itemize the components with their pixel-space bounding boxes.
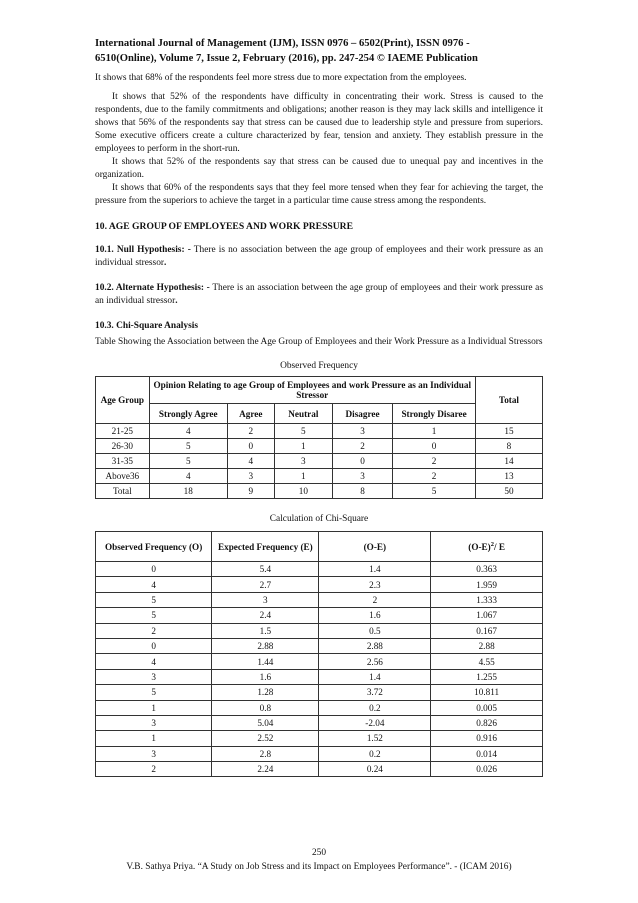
table-cell: 2 [393,469,476,484]
total-header: Total [475,377,542,424]
paragraph-4: It shows that 60% of the respondents says that they feel more tensed when they fear for achieving the target, the pressure from the superiors to achieve the target in a particular time cause stress among the respondents. [95,183,543,206]
chi-rows [96,562,543,777]
table-cell: 4 [96,654,212,669]
citation-footer: V.B. Sathya Priya. “A Study on Job Stress and its Impact on Employees Performance”. - (ICAM 2016) [126,862,512,872]
journal-header-line2: 6510(Online), Volume 7, Issue 2, February (2016), pp. 247-254 © IAEME Publication [95,53,478,64]
observed-frequency-table [95,376,543,499]
table-cell: 2.88 [431,638,543,653]
table-cell: 0 [393,439,476,454]
table-cell: 5 [96,685,212,700]
table-cell: 0.8 [212,700,319,715]
null-hypothesis: 10.1. Null Hypothesis: - There is no association between the age group of employees and their work pressure as an individual stressor. [95,245,544,268]
page-content [95,36,543,777]
table-cell: 1.959 [431,577,543,592]
chi-caption: Calculation of Chi-Square [269,514,369,524]
table-cell: 1.4 [319,562,431,577]
table-cell: 2 [332,439,392,454]
table-cell: 15 [475,424,542,439]
table-cell: 0.826 [431,715,543,730]
table-cell: 2.7 [212,577,319,592]
table-row [96,746,543,761]
table-cell: 3 [227,469,274,484]
chi-square-table [95,531,543,777]
table-cell: 1 [96,731,212,746]
table-cell: 1.255 [431,669,543,684]
table-cell: 2.88 [319,638,431,653]
expected-frequency-header: Expected Frequency (E) [212,532,319,562]
alternate-hypothesis-label: 10.2. Alternate Hypothesis: - [95,283,210,293]
table-cell: 0 [96,562,212,577]
table-cell: 0.24 [319,762,431,777]
table-cell: 2.24 [212,762,319,777]
table-row [96,562,543,577]
table-cell: 0.5 [319,623,431,638]
table-row [96,592,543,607]
table-cell: 0.167 [431,623,543,638]
table-cell: 2 [319,592,431,607]
table-cell: 1.5 [212,623,319,638]
table-cell: 21-25 [96,424,150,439]
table-cell: -2.04 [319,715,431,730]
table-cell: 4 [149,469,227,484]
chi-square-heading: 10.3. Chi-Square Analysis [95,321,198,331]
table-row [96,424,543,439]
table-cell: 1.44 [212,654,319,669]
table-cell: 31-35 [96,454,150,469]
table-row [96,685,543,700]
table-cell: 2.88 [212,638,319,653]
table-cell: 5 [96,608,212,623]
paragraph-2: It shows that 52% of the respondents have difficulty in concentrating their work. Stress is caused to the respondents, due to the family commitments and obligations; another reason is they may lack skills and intelligence it shows that 56% of the respondents say that stress can be caused due to leadership style and pressure from superiors. Some executive officers create a culture characterized by fear, tension and anxiety. They establish pressure in the employees to perform in the short-run. [95,92,543,154]
table-cell: 5 [393,484,476,499]
table-row [96,654,543,669]
table-cell: 8 [332,484,392,499]
table-cell: 4 [149,424,227,439]
table-cell: 1 [96,700,212,715]
table-cell: 0.2 [319,700,431,715]
table-cell: 0.014 [431,746,543,761]
table-cell: 2 [96,762,212,777]
age-group-header: Age Group [96,377,150,424]
sub-header: Neutral [274,404,332,424]
table-cell: 2.4 [212,608,319,623]
table-cell: 3 [96,746,212,761]
table-cell: 0.916 [431,731,543,746]
table-description: Table Showing the Association between the Age Group of Employees and their Work Pressure as a Individual Stressors [95,337,543,347]
table-cell: 1.52 [319,731,431,746]
table-row [96,454,543,469]
table-row [96,700,543,715]
table-cell: 5.04 [212,715,319,730]
table-cell: 3 [332,469,392,484]
table-row [96,731,543,746]
table-cell: 1.067 [431,608,543,623]
table-cell: 0.2 [319,746,431,761]
table-cell: 3 [332,424,392,439]
table-cell: 10 [274,484,332,499]
table-cell: 0 [96,638,212,653]
observed-frequency-header: Observed Frequency (O) [96,532,212,562]
table-row [96,623,543,638]
chi-component-header: $(O-E)^2/$ E [431,532,543,562]
table-cell: 1.6 [212,669,319,684]
table-row [96,715,543,730]
table-cell: 5 [96,592,212,607]
table-row [96,638,543,653]
table-cell: Above36 [96,469,150,484]
journal-header-line1: International Journal of Management (IJM), ISSN 0976 – 6502(Print), ISSN 0976 - [95,38,470,49]
opinion-header: Opinion Relating to age Group of Employees and work Pressure as an Individual Stressor [149,377,475,404]
table-cell: Total [96,484,150,499]
table-cell: 9 [227,484,274,499]
null-hypothesis-text: There is no association between the age group of employees and their work pressure as an individual stressor [95,245,544,268]
alternate-hypothesis-text: There is an association between the age group of employees and their work pressure as an individual stressor [95,283,543,306]
table-cell: 2.3 [319,577,431,592]
table-cell: 1.28 [212,685,319,700]
o-minus-e-header: (O-E) [319,532,431,562]
observed-caption: Observed Frequency [280,361,358,371]
paragraph-3: It shows that 52% of the respondents say that stress can be caused due to unequal pay and incentives in the organization. [95,157,543,180]
table-cell: 10.811 [431,685,543,700]
null-hypothesis-label: 10.1. Null Hypothesis: - [95,245,191,255]
table-row [96,669,543,684]
table-cell: 2 [96,623,212,638]
table-row [96,608,543,623]
table-cell: 3.72 [319,685,431,700]
alternate-hypothesis: 10.2. Alternate Hypothesis: - There is an association between the age group of employees and their work pressure as an individual stressor. [95,283,543,306]
section-heading: 10. AGE GROUP OF EMPLOYEES AND WORK PRESSURE [95,221,353,232]
table-cell: 4 [227,454,274,469]
table-cell: 0 [332,454,392,469]
table-cell: 3 [96,669,212,684]
table-row [96,469,543,484]
table-cell: 0.005 [431,700,543,715]
table-cell: 13 [475,469,542,484]
paragraph-1: It shows that 68% of the respondents feel more stress due to more expectation from the employees. [95,73,467,83]
table-cell: 50 [475,484,542,499]
table-cell: 0 [227,439,274,454]
table-cell: 1.4 [319,669,431,684]
table-cell: 1 [274,439,332,454]
table-cell: 2 [227,424,274,439]
sub-header: Strongly Disaree [393,404,476,424]
table-cell: 18 [149,484,227,499]
journal-header [95,36,543,66]
table-cell: 2 [393,454,476,469]
table-cell: 26-30 [96,439,150,454]
table-cell: 5 [274,424,332,439]
sub-header: Agree [227,404,274,424]
table-cell: 4.55 [431,654,543,669]
table-cell: 4 [96,577,212,592]
table-cell: 1 [274,469,332,484]
table-cell: 1 [393,424,476,439]
table-row [96,439,543,454]
observed-rows [96,424,543,499]
table-cell: 2.52 [212,731,319,746]
table-row [96,577,543,592]
page-number: 250 [311,848,327,858]
table-cell: 0.363 [431,562,543,577]
table-cell: 2.56 [319,654,431,669]
sub-header: Strongly Agree [149,404,227,424]
table-cell: 1.6 [319,608,431,623]
table-cell: 3 [274,454,332,469]
table-cell: 5 [149,439,227,454]
table-cell: 5.4 [212,562,319,577]
table-cell: 1.333 [431,592,543,607]
table-cell: 2.8 [212,746,319,761]
table-cell: 3 [212,592,319,607]
table-cell: 14 [475,454,542,469]
table-cell: 0.026 [431,762,543,777]
table-row-total [96,484,543,499]
table-cell: 3 [96,715,212,730]
sub-header: Disagree [332,404,392,424]
table-row [96,762,543,777]
table-cell: 5 [149,454,227,469]
table-cell: 8 [475,439,542,454]
